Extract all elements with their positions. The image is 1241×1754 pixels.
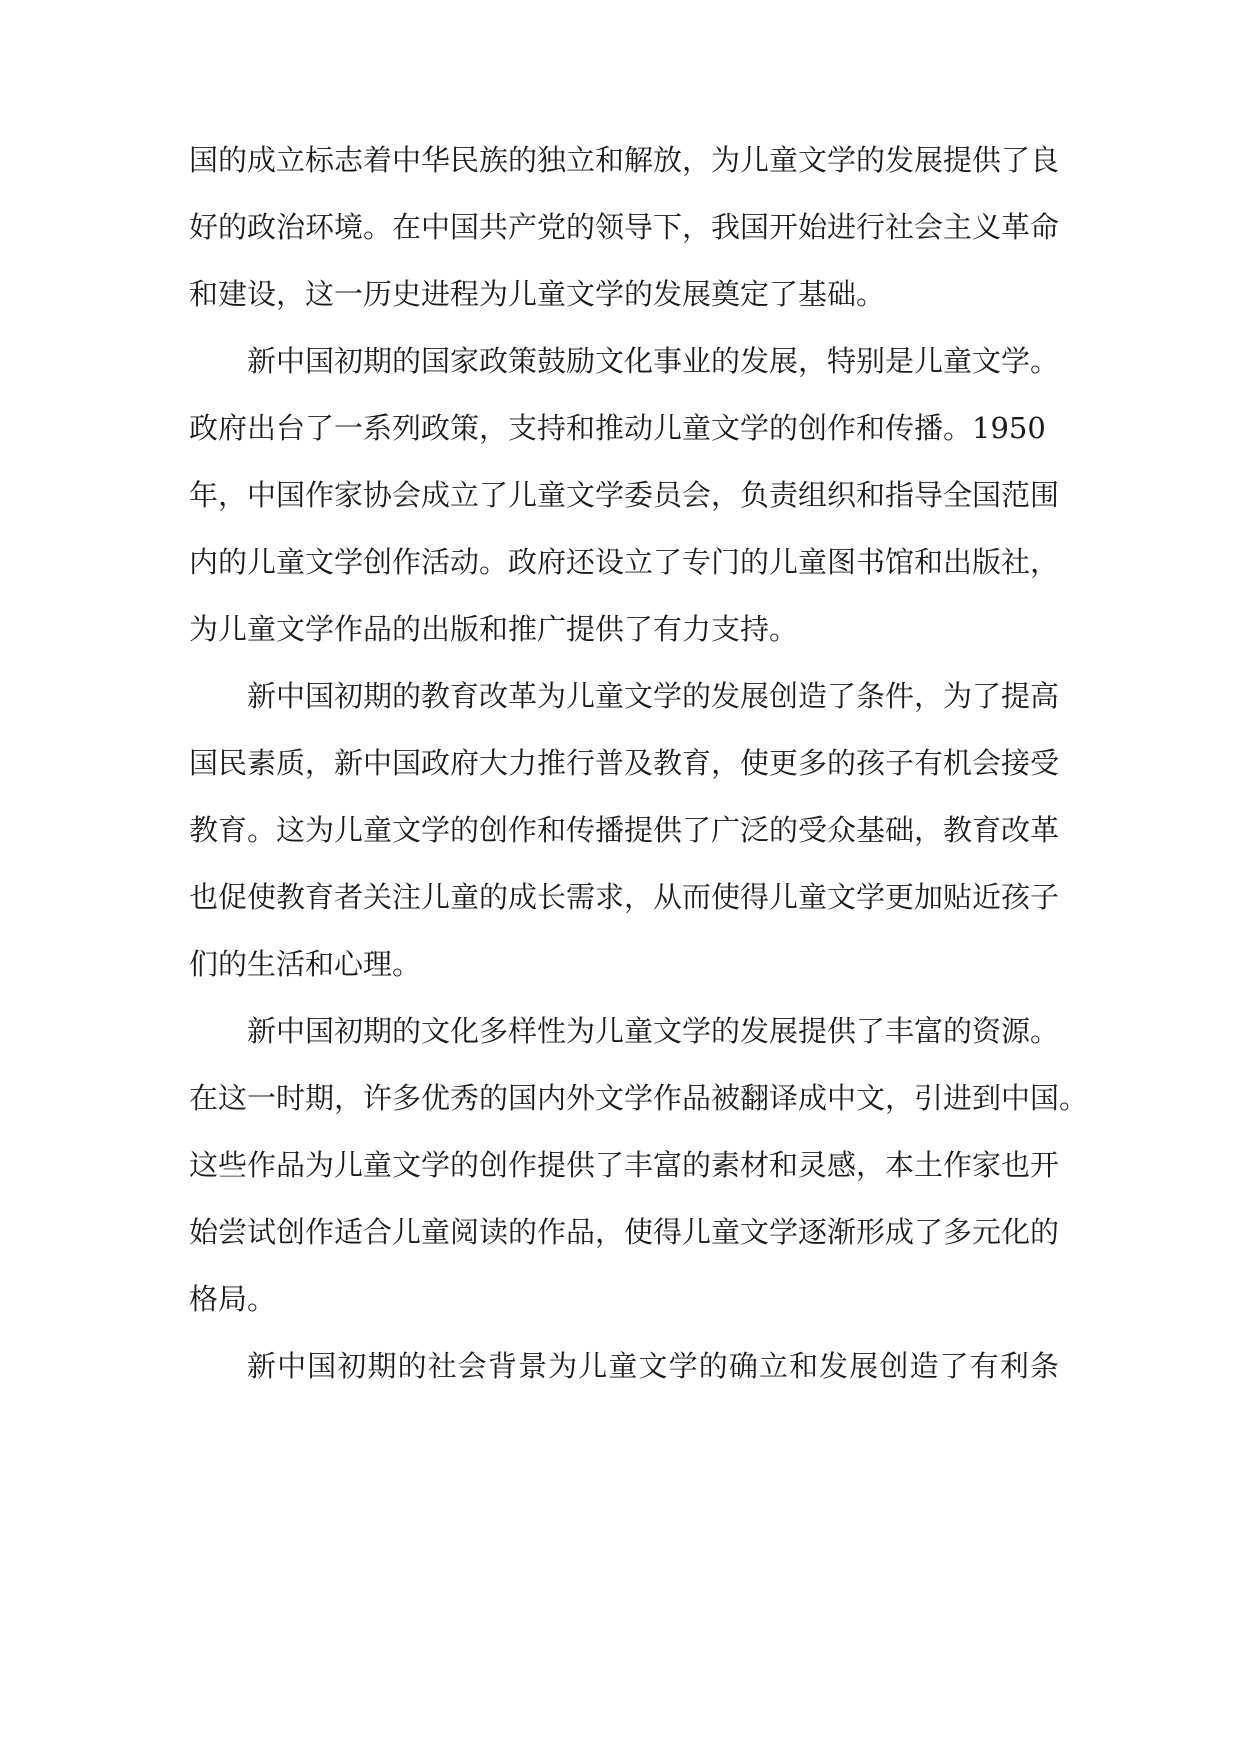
- text-line-17: 始尝试创作适合儿童阅读的作品，使得儿童文学逐渐形成了多元化的: [189, 1215, 1060, 1249]
- text-line-2: 好的政治环境。在中国共产党的领导下，我国开始进行社会主义革命: [189, 210, 1060, 244]
- text-line-6: 年，中国作家协会成立了儿童文学委员会，负责组织和指导全国范围: [189, 478, 1060, 512]
- paragraph-start-line-9: 新中国初期的教育改革为儿童文学的发展创造了条件，为了提高: [247, 679, 1060, 713]
- paragraph-start-line-4: 新中国初期的国家政策鼓励文化事业的发展，特别是儿童文学。: [247, 344, 1060, 378]
- text-line-10: 国民素质，新中国政府大力推行普及教育，使更多的孩子有机会接受: [189, 746, 1060, 780]
- text-line-11: 教育。这为儿童文学的创作和传播提供了广泛的受众基础，教育改革: [189, 813, 1060, 847]
- text-line-8: 为儿童文学作品的出版和推广提供了有力支持。: [189, 612, 799, 646]
- text-line-7: 内的儿童文学创作活动。政府还设立了专门的儿童图书馆和出版社，: [189, 545, 1060, 579]
- paragraph-start-line-14: 新中国初期的文化多样性为儿童文学的发展提供了丰富的资源。: [247, 1014, 1060, 1048]
- text-line-15: 在这一时期，许多优秀的国内外文学作品被翻译成中文，引进到中国。: [189, 1081, 1089, 1115]
- text-line-16: 这些作品为儿童文学的创作提供了丰富的素材和灵感，本土作家也开: [189, 1148, 1060, 1182]
- text-line-1: 国的成立标志着中华民族的独立和解放，为儿童文学的发展提供了良: [189, 143, 1060, 177]
- paragraph-start-line-19: 新中国初期的社会背景为儿童文学的确立和发展创造了有利条: [247, 1349, 1059, 1383]
- text-line-5: 政府出台了一系列政策，支持和推动儿童文学的创作和传播。1950: [189, 411, 1046, 445]
- text-line-12: 也促使教育者关注儿童的成长需求，从而使得儿童文学更加贴近孩子: [189, 880, 1060, 914]
- text-line-13: 们的生活和心理。: [189, 947, 422, 981]
- text-line-3: 和建设，这一历史进程为儿童文学的发展奠定了基础。: [189, 277, 886, 311]
- text-line-18: 格局。: [189, 1282, 277, 1316]
